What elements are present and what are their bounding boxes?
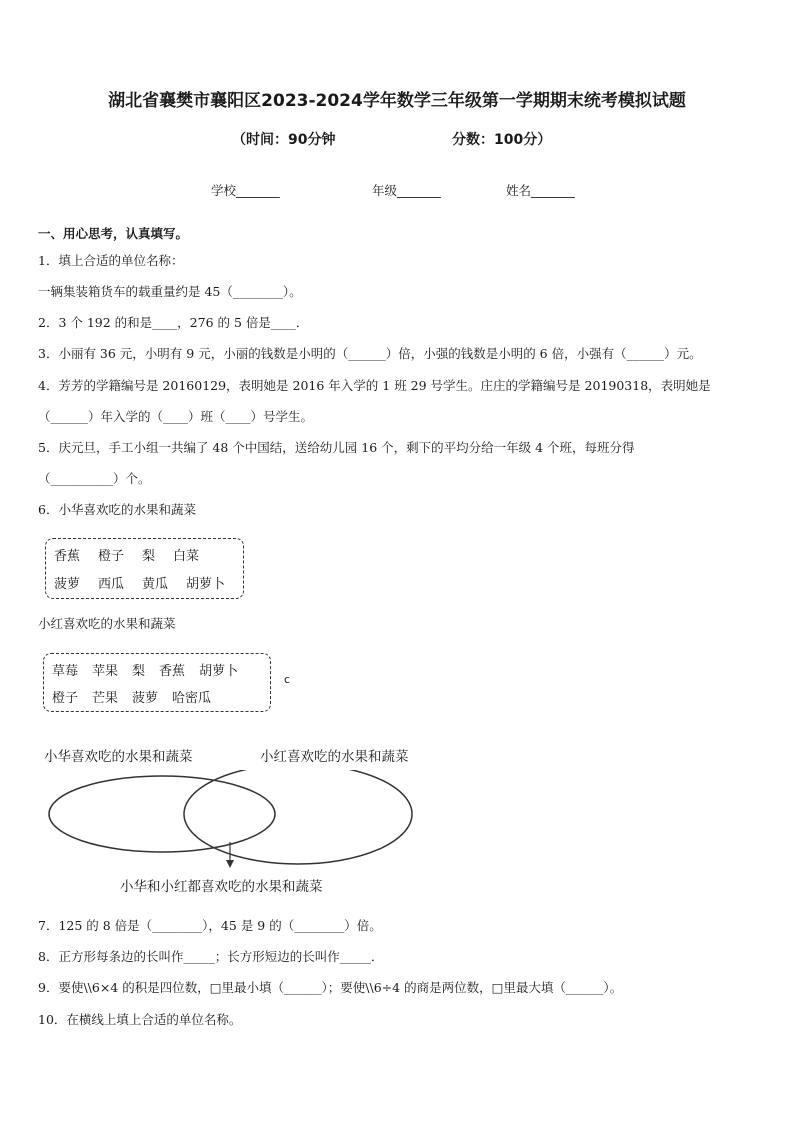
name-field: 姓名_______ — [506, 183, 575, 198]
list-item: 梨 — [132, 664, 146, 679]
exam-title: 湖北省襄樊市襄阳区2023-2024学年数学三年级第一学期期末统考模拟试题 — [108, 91, 686, 111]
exam-score: 分数：100分） — [452, 132, 552, 148]
question-1-text: 一辆集装箱货车的载重量约是 45（________）。 — [38, 284, 302, 299]
list-item: 哈密瓜 — [172, 691, 212, 706]
list-item: 草莓 — [52, 664, 79, 679]
list-item: 黄瓜 — [142, 577, 169, 592]
question-3: 3．小丽有 36 元，小明有 9 元，小丽的钱数是小明的（______）倍，小强的钱数是小明的 6 倍，小强有（______）元。 — [38, 346, 702, 361]
question-7: 7．125 的 8 倍是（________），45 是 9 的（________）倍。 — [38, 918, 382, 933]
question-6: 6．小华喜欢吃的水果和蔬菜 — [38, 502, 196, 517]
list-item: 橙子 — [98, 549, 125, 564]
xiaohua-list-box — [45, 538, 244, 599]
venn-left-label: 小华喜欢吃的水果和蔬菜 — [44, 749, 193, 765]
xiaohong-list-box — [43, 653, 271, 712]
list-item: 芒果 — [92, 691, 119, 706]
question-4-line2: （______）年入学的（____）班（____）号学生。 — [38, 409, 314, 424]
venn-diagram — [40, 770, 430, 870]
section-heading: 一、用心思考，认真填写。 — [38, 226, 189, 241]
venn-right-ellipse — [184, 770, 412, 864]
grade-field: 年级_______ — [372, 183, 441, 198]
list-item: 苹果 — [92, 664, 119, 679]
list-item: 菠萝 — [132, 691, 159, 706]
venn-bottom-label: 小华和小红都喜欢吃的水果和蔬菜 — [120, 879, 323, 895]
list-item: 香蕉 — [54, 549, 81, 564]
list-item: 菠萝 — [54, 577, 81, 592]
xiaohua-row-1 — [54, 545, 217, 564]
venn-arrow-head — [226, 860, 234, 868]
list-item: 橙子 — [52, 691, 79, 706]
xiaohong-row-2 — [52, 687, 211, 706]
venn-left-ellipse — [49, 776, 275, 852]
list-item: 胡萝卜 — [199, 664, 239, 679]
question-2: 2．3 个 192 的和是____，276 的 5 倍是____． — [38, 315, 309, 330]
list-item: 胡萝卜 — [186, 577, 226, 592]
question-4-line1: 4．芳芳的学籍编号是 20160129，表明她是 2016 年入学的 1 班 29 号学生。庄庄的学籍编号是 20190318，表明她是 — [38, 378, 711, 393]
stray-mark: c — [284, 673, 291, 686]
list-item: 梨 — [142, 549, 156, 564]
question-8: 8．正方形每条边的长叫作_____；长方形短边的长叫作_____． — [38, 949, 384, 964]
list-item: 香蕉 — [159, 664, 186, 679]
xiaohong-row-1 — [52, 660, 238, 679]
question-5-line2: （__________）个。 — [38, 471, 151, 486]
list-item: 白菜 — [173, 549, 200, 564]
xiaohua-row-2 — [54, 573, 243, 592]
list-item: 西瓜 — [98, 577, 125, 592]
question-5-line1: 5．庆元旦，手工小组一共编了 48 个中国结，送给幼儿园 16 个，剩下的平均分给一年级 4 个班，每班分得 — [38, 440, 635, 455]
venn-right-label: 小红喜欢吃的水果和蔬菜 — [260, 749, 409, 765]
question-10: 10．在横线上填上合适的单位名称。 — [38, 1012, 242, 1027]
school-field: 学校_______ — [211, 183, 280, 198]
question-1: 1．填上合适的单位名称： — [38, 253, 184, 268]
question-6-xiaohong: 小红喜欢吃的水果和蔬菜 — [38, 616, 176, 631]
question-9: 9．要使\\6×4 的积是四位数，□里最小填（______）；要使\\6÷4 的商是两位数，□里最大填（______）。 — [38, 980, 623, 995]
exam-time: （时间：90分钟 — [232, 132, 336, 148]
